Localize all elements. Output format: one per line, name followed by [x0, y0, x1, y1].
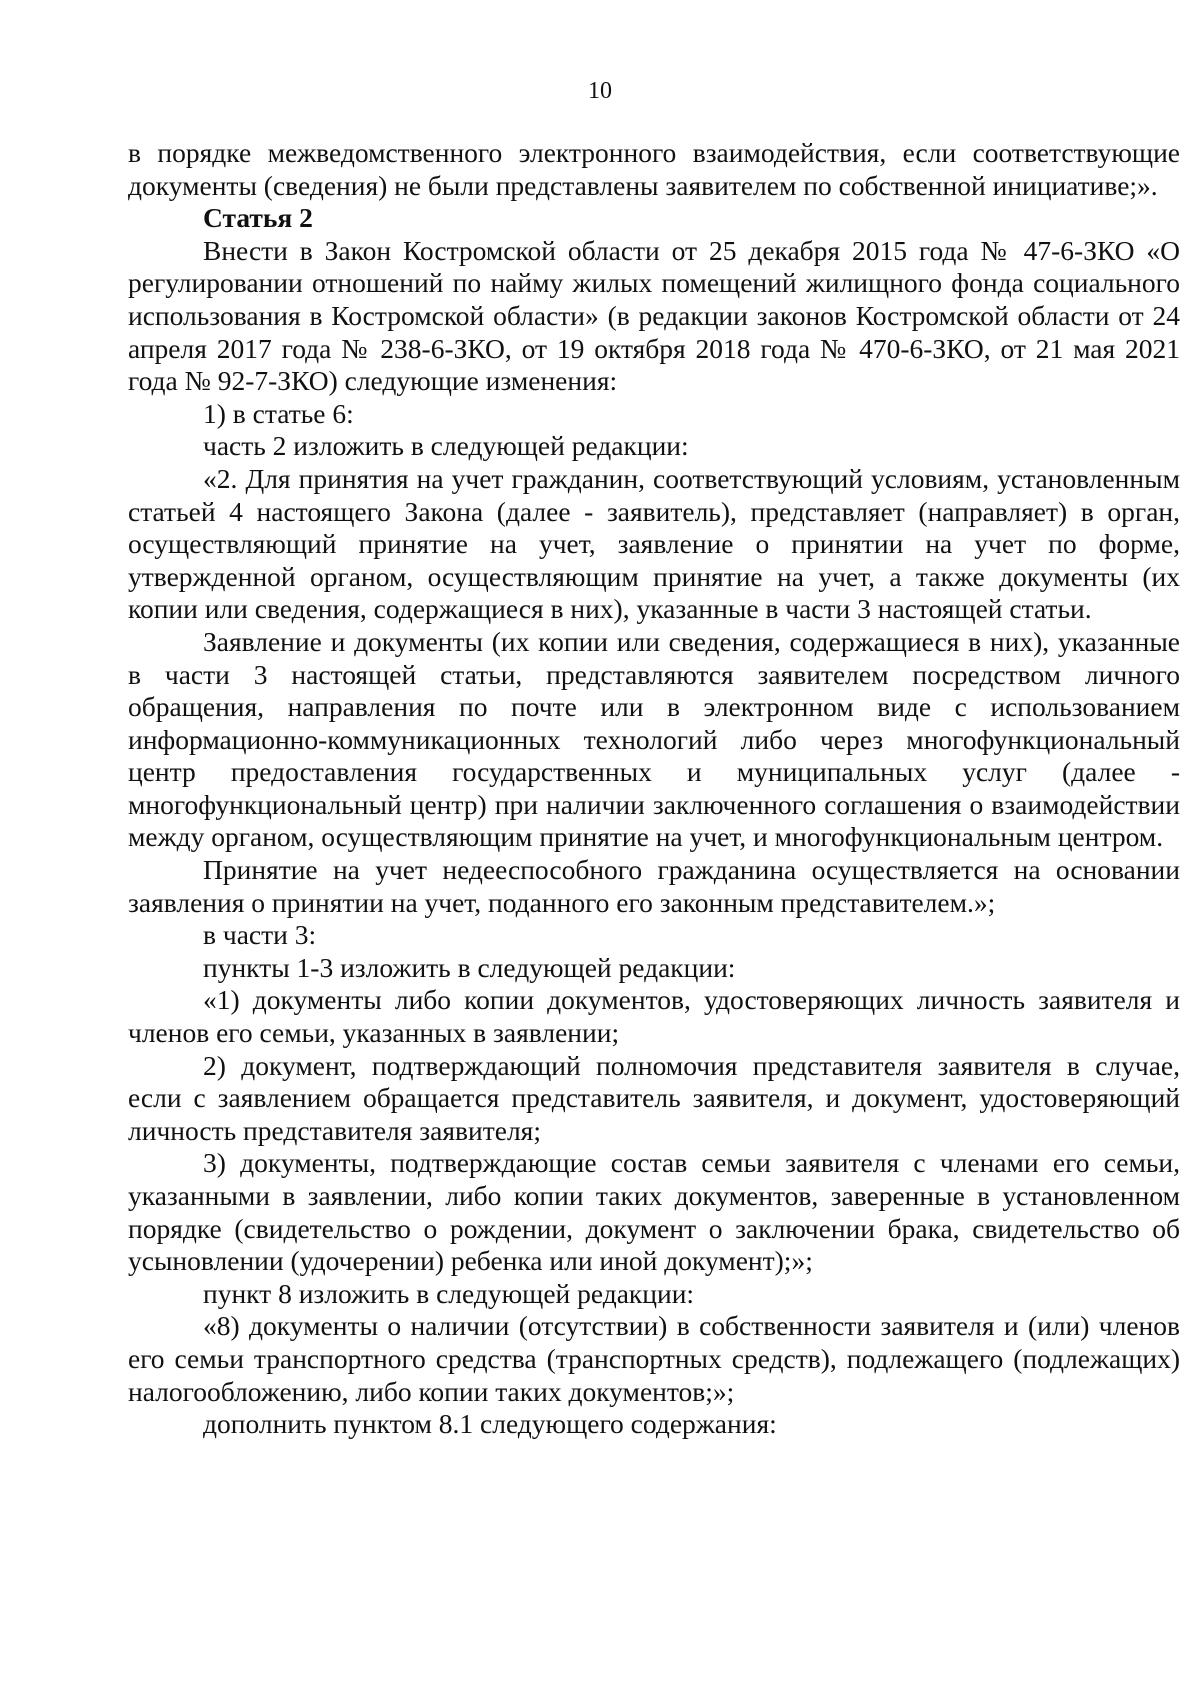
- paragraph-part-2-text: «2. Для принятия на учет гражданин, соответствующий условиям, установленным статьей 4 настоящего Закона (далее - заявитель), представляет (направляет) в орган, осуществляющий принятие на учет, заявление о принятии на учет по форме, утвержденной органом, осуществляющим принятие на учет, а также документы (их копии или сведения, содержащиеся в них), указанные в части 3 настоящей статьи.: [128, 462, 1180, 625]
- paragraph-part-3-intro: в части 3:: [203, 919, 317, 951]
- paragraph-point-2: 2) документ, подтверждающий полномочия представителя заявителя в случае, если с заявлением обращается представитель заявителя, и документ, удостоверяющий личность представителя заявителя;: [128, 1049, 1180, 1146]
- paragraph-point-8-1-intro: дополнить пунктом 8.1 следующего содержания:: [203, 1408, 777, 1440]
- paragraph-amendment-intro: Внести в Закон Костромской области от 25 декабря 2015 года № 47-6-ЗКО «О регулировании отношений по найму жилых помещений жилищного фонда социального использования в Костромской области» (в редакции законов Костромской области от 24 апреля 2017 года № 238-6-ЗКО, от 19 октября 2018 года № 470-6-ЗКО, от 21 мая 2021 года № 92-7-ЗКО) следующие изменения:: [128, 234, 1180, 397]
- document-body: [128, 137, 1180, 1441]
- paragraph-points-1-3-intro: пункты 1-3 изложить в следующей редакции:: [203, 951, 736, 983]
- paragraph-application-submission: Заявление и документы (их копии или сведения, содержащиеся в них), указанные в части 3 настоящей статьи, представляются заявителем посредством личного обращения, направления по почте или в электронном виде с использованием информационно-коммуникационных технологий либо через многофункциональный центр предоставления государственных и муниципальных услуг (далее - многофункциональный центр) при наличии заключенного соглашения о взаимодействии между органом, осуществляющим принятие на учет, и многофункциональным центром.: [128, 625, 1180, 853]
- paragraph-point-8-intro: пункт 8 изложить в следующей редакции:: [203, 1277, 695, 1309]
- paragraph-point-8: «8) документы о наличии (отсутствии) в собственности заявителя и (или) членов его семьи транспортного средства (транспортных средств), подлежащего (подлежащих) налогообложению, либо копии таких документов;»;: [128, 1310, 1180, 1407]
- paragraph-incapacitated-citizen: Принятие на учет недееспособного гражданина осуществляется на основании заявления о принятии на учет, поданного его законным представителем.»;: [128, 854, 1180, 918]
- article-heading: Статья 2: [203, 202, 313, 234]
- page-number: 10: [588, 78, 612, 104]
- paragraph-continuation: в порядке межведомственного электронного взаимодействия, если соответствующие документы (сведения) не были представлены заявителем по собственной инициативе;».: [128, 137, 1180, 201]
- paragraph-part-2-intro: часть 2 изложить в следующей редакции:: [203, 430, 689, 462]
- paragraph-point-1: «1) документы либо копии документов, удостоверяющих личность заявителя и членов его семьи, указанных в заявлении;: [128, 984, 1180, 1049]
- paragraph-point-3: 3) документы, подтверждающие состав семьи заявителя с членами его семьи, указанными в заявлении, либо копии таких документов, заверенные в установленном порядке (свидетельство о рождении, документ о заключении брака, свидетельство об усыновлении (удочерении) ребенка или иной документ);»;: [128, 1147, 1180, 1277]
- paragraph-item-article-6: 1) в статье 6:: [203, 397, 354, 429]
